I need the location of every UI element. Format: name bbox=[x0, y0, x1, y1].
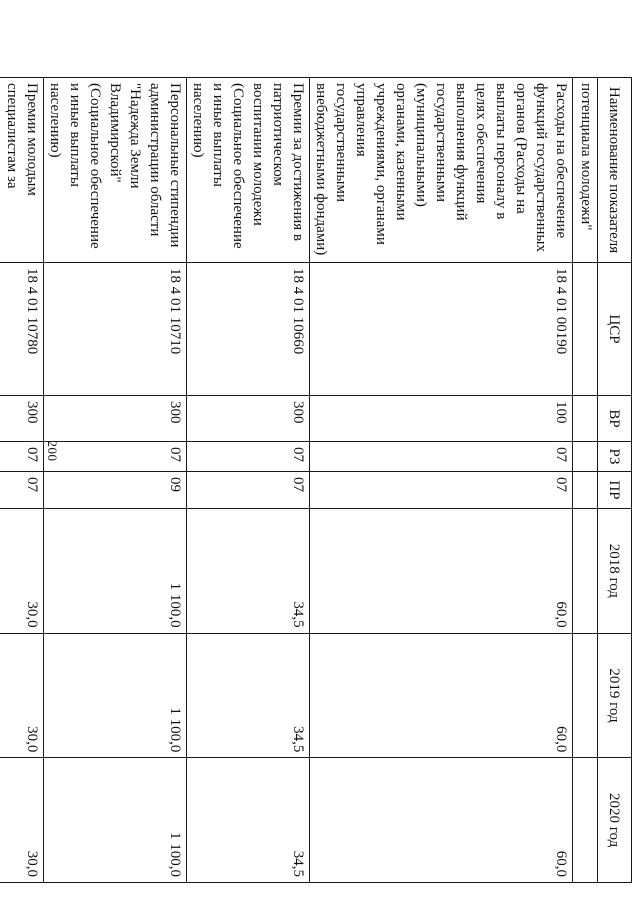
row-2019: 30,0 bbox=[0, 633, 44, 758]
row-pr: 07 bbox=[0, 472, 44, 509]
row-name: Расходы на обеспечение функций государственных органов (Расходы на выплаты персоналу в целях обеспечения выполнения функций государственными (муниципальными) органами, казенными учреждениями, органами управления государственными внебюджетными фондами) bbox=[310, 78, 573, 263]
row-name: Премии молодым специалистам за bbox=[0, 78, 44, 263]
row-2019: 34,5 bbox=[187, 633, 310, 758]
row-pr: 07 bbox=[310, 472, 573, 509]
row-2018: 1 100,0 bbox=[44, 509, 187, 634]
row-csr: 18 4 01 10710 bbox=[44, 263, 187, 396]
table-cell bbox=[573, 758, 598, 883]
column-header-2018: 2018 год bbox=[598, 509, 632, 634]
table-header-row bbox=[598, 78, 632, 883]
row-2020: 1 100,0 bbox=[44, 758, 187, 883]
table-row bbox=[187, 78, 310, 883]
row-vr: 300 bbox=[187, 396, 310, 442]
column-header-vr: ВР bbox=[598, 396, 632, 442]
row-vr: 300 bbox=[0, 396, 44, 442]
row-2018: 34,5 bbox=[187, 509, 310, 634]
budget-table bbox=[0, 77, 632, 883]
table-cell bbox=[573, 633, 598, 758]
row-2018: 60,0 bbox=[310, 509, 573, 634]
column-header-2020: 2020 год bbox=[598, 758, 632, 883]
table-row bbox=[310, 78, 573, 883]
table-cell bbox=[573, 263, 598, 396]
section-row bbox=[573, 78, 598, 883]
row-2018: 30,0 bbox=[0, 509, 44, 634]
row-pr: 09 bbox=[44, 472, 187, 509]
row-2020: 34,5 bbox=[187, 758, 310, 883]
page-number: 200 bbox=[45, 440, 60, 462]
row-2020: 60,0 bbox=[310, 758, 573, 883]
table-row bbox=[44, 78, 187, 883]
row-name: Персональные стипендии администрации области "Надежда Земли Владимирской" (Социальное обеспечение и иные выплаты населению) bbox=[44, 78, 187, 263]
row-name: Премии за достижения в патриотическом воспитании молодежи (Социальное обеспечение и иные выплаты населению) bbox=[187, 78, 310, 263]
row-csr: 18 4 01 10780 bbox=[0, 263, 44, 396]
table-cell bbox=[573, 396, 598, 442]
row-csr: 18 4 01 00190 bbox=[310, 263, 573, 396]
column-header-name: Наименование показателя bbox=[598, 78, 632, 263]
row-pr: 07 bbox=[187, 472, 310, 509]
column-header-pr: ПР bbox=[598, 472, 632, 509]
row-rz: 07 bbox=[0, 442, 44, 472]
row-rz: 07 bbox=[310, 442, 573, 472]
table-cell bbox=[573, 442, 598, 472]
row-csr: 18 4 01 10660 bbox=[187, 263, 310, 396]
row-vr: 100 bbox=[310, 396, 573, 442]
column-header-rz: РЗ bbox=[598, 442, 632, 472]
column-header-csr: ЦСР bbox=[598, 263, 632, 396]
row-rz: 07 bbox=[187, 442, 310, 472]
table-row bbox=[0, 78, 44, 883]
row-2020: 30,0 bbox=[0, 758, 44, 883]
table-cell bbox=[573, 509, 598, 634]
row-2019: 1 100,0 bbox=[44, 633, 187, 758]
row-rz: 07 bbox=[44, 442, 187, 472]
section-title: потенциала молодежи" bbox=[573, 78, 598, 263]
table-cell bbox=[573, 472, 598, 509]
column-header-2019: 2019 год bbox=[598, 633, 632, 758]
row-2019: 60,0 bbox=[310, 633, 573, 758]
row-vr: 300 bbox=[44, 396, 187, 442]
